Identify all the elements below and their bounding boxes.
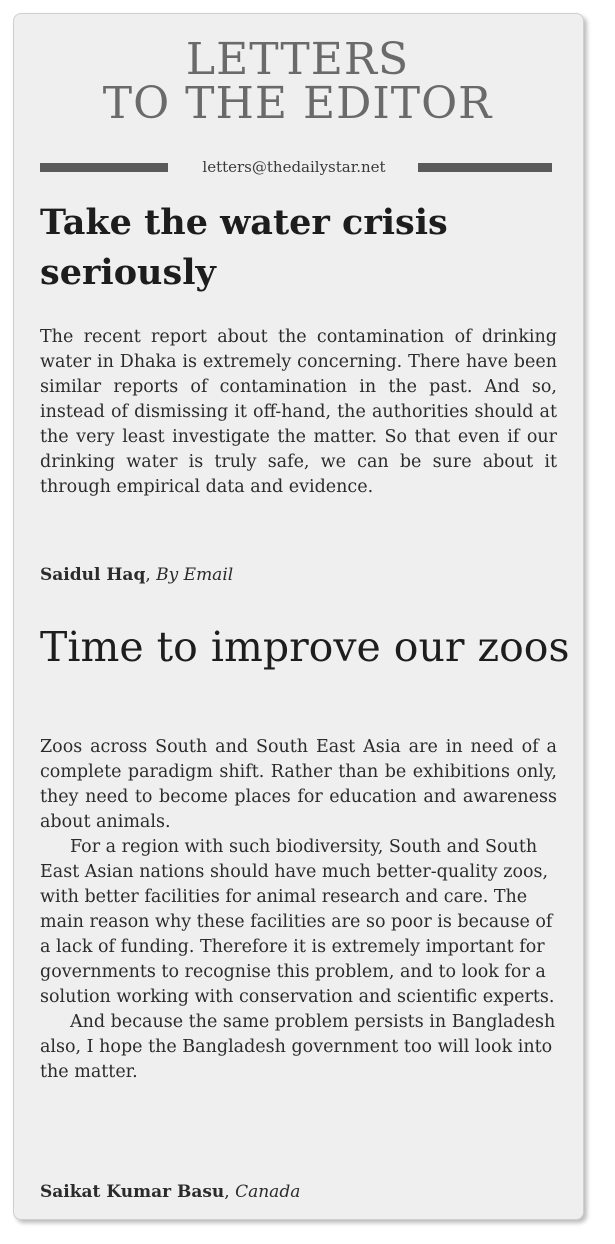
letter-1-signature: Saidul Haq, By Email — [40, 565, 234, 585]
letter-2-location: Canada — [235, 1182, 301, 1202]
letter-1-body: The recent report about the contamination of drinking water in Dhaka is extremely concerning. There have been similar reports of contamination in the past. And so, instead of dismissing it off-hand, the authorities should at the very least investigate the matter. So that even if our drinking water is truly safe, we can be sure about it through empirical data and evidence. — [40, 327, 557, 497]
divider-bar-left — [40, 163, 168, 172]
masthead-line-2: TO THE EDITOR — [102, 78, 493, 129]
email-row — [40, 156, 552, 178]
letter-1-author: Saidul Haq — [40, 565, 146, 585]
section-masthead — [0, 34, 595, 129]
letter-2-paragraph: Zoos across South and South East Asia are in need of a complete paradigm shift. Rather than be exhibitions only, they need to become places for education and awareness about animals. — [40, 737, 557, 832]
letter-2-headline: Time to improve our zoos — [40, 623, 570, 671]
letter-2-paragraph: For a region with such biodiversity, South and South East Asian nations should have much better-quality zoos, with better facilities for animal research and care. The main reason why these facilities are so poor is because of a lack of funding. Therefore it is extremely important for governments to recognise this problem, and to look for a solution working with conservation and scientific experts. — [40, 837, 555, 1007]
divider-bar-right — [418, 163, 552, 172]
letter-1-headline: Take the water crisis seriously — [40, 202, 448, 293]
letter-1-location: By Email — [156, 565, 234, 585]
letter-2-signature: Saikat Kumar Basu, Canada — [40, 1182, 301, 1202]
letter-2-author: Saikat Kumar Basu — [40, 1182, 225, 1202]
editor-email: letters@thedailystar.net — [202, 158, 386, 176]
masthead-line-1: LETTERS — [185, 34, 410, 85]
letter-2-paragraph: And because the same problem persists in Bangladesh also, I hope the Bangladesh government too will look into the matter. — [40, 1012, 556, 1082]
letter-2-body — [40, 735, 557, 1085]
